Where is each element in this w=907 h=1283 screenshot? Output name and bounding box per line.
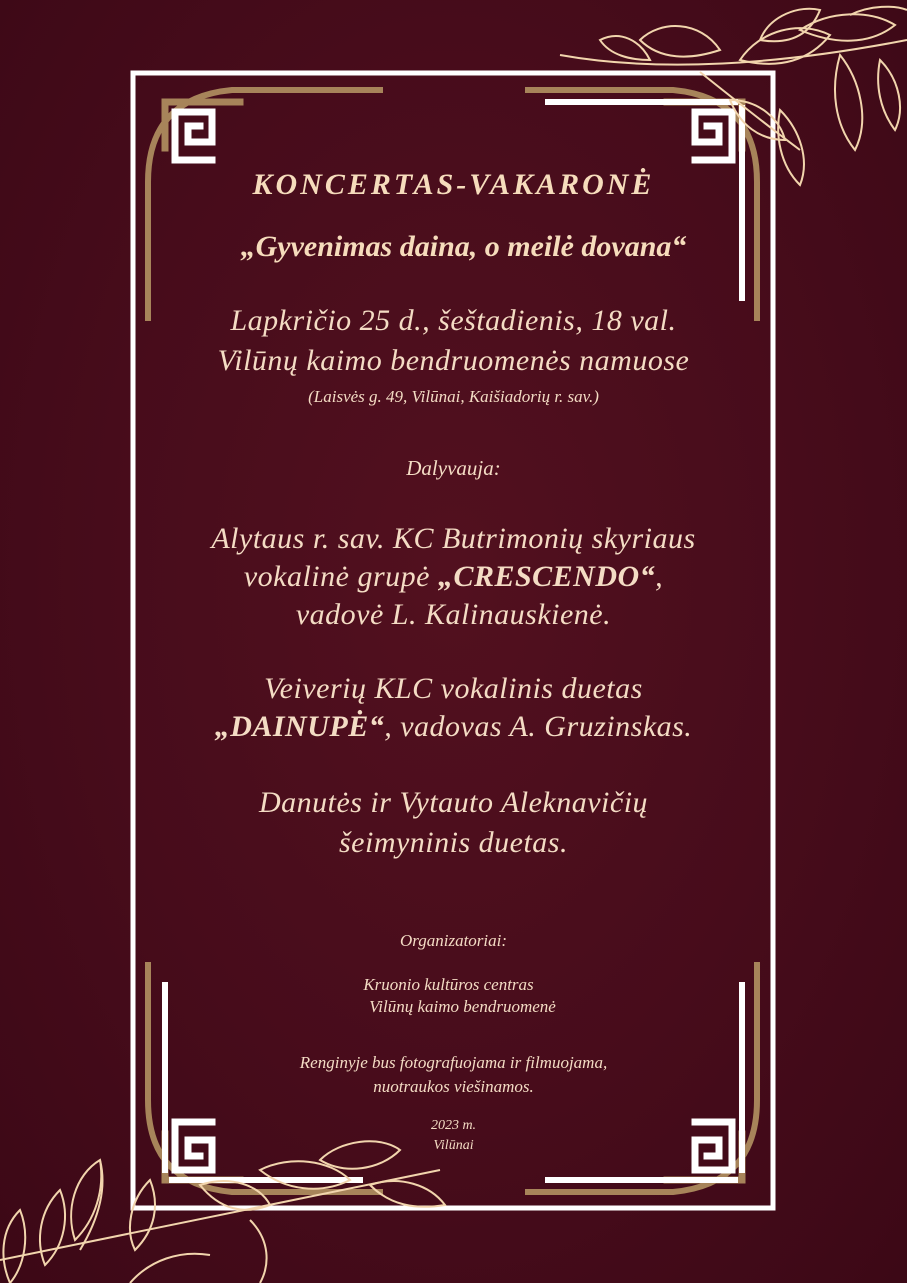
participants-heading: Dalyvauja: — [406, 456, 501, 480]
group1-line2-suffix: , — [655, 560, 664, 593]
group3-line1: Danutės ir Vytauto Aleknavičių — [258, 786, 649, 819]
group1-line3: vadovė L. Kalinauskienė. — [295, 598, 612, 631]
leaf-branch-bottom-left — [0, 1141, 445, 1283]
notice-line2: nuotraukos viešinamos. — [373, 1077, 534, 1096]
notice-line1: Renginyje bus fotografuojama ir filmuojama, — [299, 1053, 608, 1072]
group2-name: „DAINUPĖ“ — [214, 710, 385, 743]
group2-line1: Veiverių KLC vokalinis duetas — [264, 672, 643, 705]
group2-line2-suffix: , vadovas A. Gruzinskas. — [384, 710, 693, 743]
group3-line2: šeimyninis duetas. — [339, 826, 568, 859]
event-subtitle: „Gyvenimas daina, o meilė dovana“ — [240, 230, 687, 263]
event-address: (Laisvės g. 49, Vilūnai, Kaišiadorių r. sav.) — [308, 387, 599, 406]
event-date: Lapkričio 25 d., šeštadienis, 18 val. — [230, 304, 677, 337]
group2-line2 — [0, 708, 907, 746]
footer-place: Vilūnai — [433, 1138, 474, 1153]
corner-ornament-top-right — [528, 90, 757, 318]
group1-line1: Alytaus r. sav. KC Butrimonių skyriaus — [211, 522, 696, 555]
organizer-1: Kruonio kultūros centras — [363, 975, 534, 994]
group1-line2 — [0, 558, 907, 596]
event-title: KONCERTAS-VAKARONĖ — [252, 168, 655, 201]
organizers-heading: Organizatoriai: — [399, 931, 508, 950]
group1-name: „CRESCENDO“ — [437, 560, 656, 593]
footer-year: 2023 m. — [430, 1118, 477, 1133]
corner-ornament-top-left — [148, 90, 380, 318]
group1-line2-prefix: vokalinė grupė — [243, 560, 438, 593]
organizer-2: Vilūnų kaimo bendruomenė — [369, 997, 556, 1016]
event-venue: Vilūnų kaimo bendruomenės namuose — [217, 344, 690, 377]
